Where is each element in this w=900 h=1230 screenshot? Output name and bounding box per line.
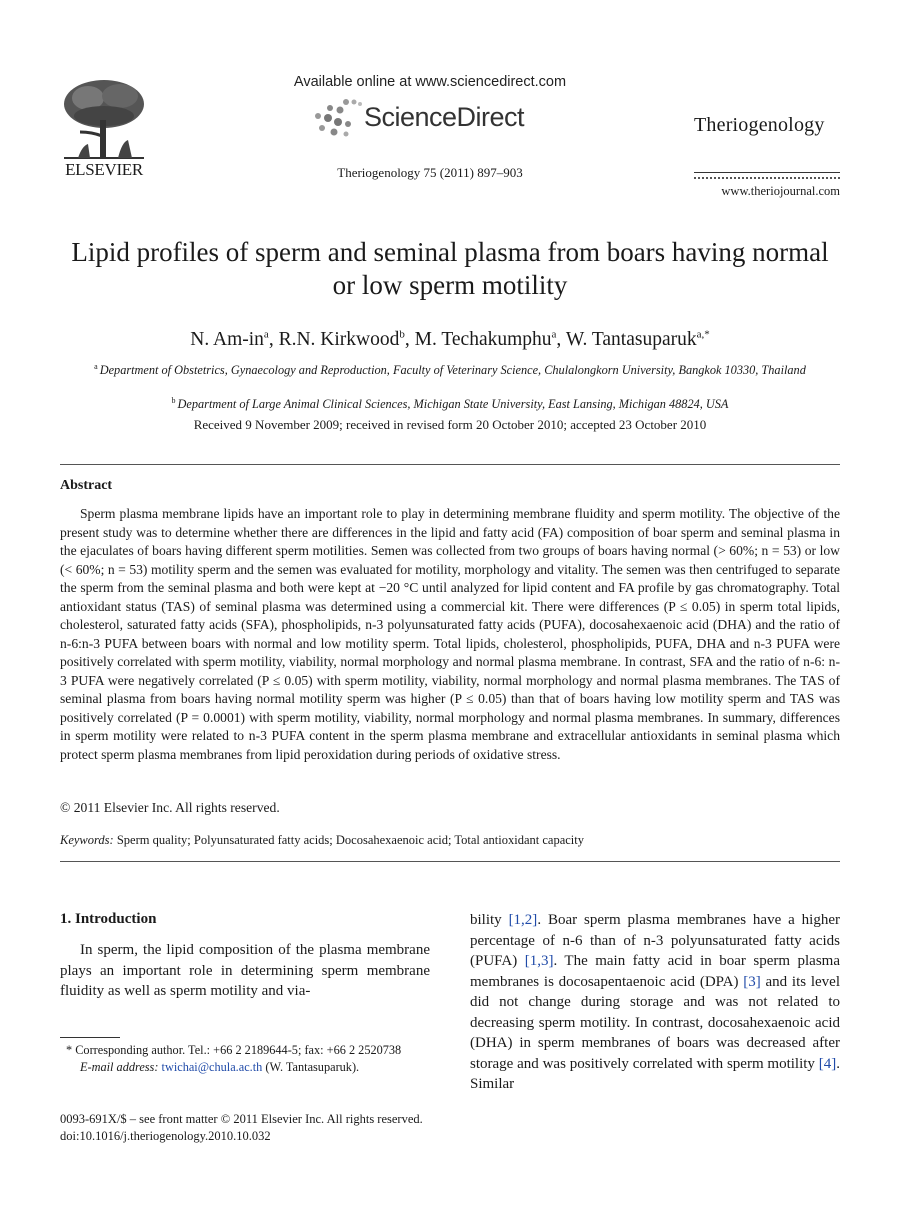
abstract-bottom-rule [60,861,840,862]
sciencedirect-wordmark: ScienceDirect [364,102,525,132]
email-owner: (W. Tantasuparuk). [265,1060,360,1074]
sciencedirect-dots-icon [308,96,364,140]
body-text: . The main fatty acid in boar sperm plasma membranes is docosapentaenoic acid (DPA) [470,953,840,990]
author-affil-mark: a,* [696,328,710,341]
author-name[interactable]: R.N. Kirkwood [278,329,400,350]
keywords-list: Sperm quality; Polyunsaturated fatty acids; Docosahexaenoic acid; Total antioxidant capacity [116,833,584,847]
citation-link[interactable]: [1,2] [508,912,538,928]
journal-url-link[interactable]: www.theriojournal.com [721,184,840,198]
abstract-body: Sperm plasma membrane lipids have an important role to play in determining membrane fluidity and sperm motility. The objective of the present study was to determine whether there are differences in the lipid and fatty acid (FA) composition of boar sperm and seminal plasma in the ejaculates of boars having different sperm motilities. Semen was collected from two groups of boars having normal (> 60%; n = 53) or low (< 60%; n = 53) motility sperm and the semen was evaluated for motility, morphology and vitality. The semen was then centrifuged to separate the sperm from the seminal plasma and both were kept at −20 °C until analyzed for lipid content and FA profile by gas chromatography. Total antioxidant status (TAS) of seminal plasma was determined using a commercial kit. There were differences (P ≤ 0.05) in sperm total lipids, cholesterol, saturated fatty acids (SFA), phospholipids, n-3 polyunsaturated fatty acids (PUFA), docosahexaenoic acid (DHA) and the ratio of n-6:n-3 PUFA between boars with normal and low motility sperm. Total lipids, cholesterol, phospholipids, PUFA, DHA and n-3 PUFA were positively correlated with sperm motility, viability, normal morphology and normal plasma membrane. In contrast, SFA and the ratio of n-6: n-3 PUFA were negatively correlated (P ≤ 0.05) with sperm motility, viability, normal morphology and normal plasma membranes. The TAS of seminal plasma from boars having normal motility sperm was higher (P ≤ 0.05) than that of boars having low motility sperm and TAS was positively correlated (P = 0.0001) with sperm motility, viability, normal morphology and normal plasma membranes. In summary, differences in sperm motility were related to n-3 PUFA content in the sperm plasma membrane and extracellular antioxidants in seminal plasma which protect sperm plasma membranes from lipid peroxidation during periods of oxidative stress. [60,506,840,762]
affiliation-b [90,396,810,412]
doi-link[interactable]: doi:10.1016/j.theriogenology.2010.10.032 [60,1129,271,1143]
journal-rule [694,172,840,173]
copyright-notice: © 2011 Elsevier Inc. All rights reserved. [60,800,280,815]
email-link[interactable]: twichai@chula.ac.th [161,1060,263,1074]
elsevier-logo [58,76,150,180]
affiliation-mark: a [94,361,98,371]
citation-link[interactable]: [4] [818,1055,837,1072]
author-name[interactable]: W. Tantasuparuk [565,329,697,350]
corresponding-author-footnote [60,1042,430,1076]
intro-left-column: In sperm, the lipid composition of the plasma membrane plays an important role in determining sperm membrane fluidity as well as sperm motility and via- [60,942,430,999]
keywords [60,833,840,848]
author-affil-mark: b [399,328,405,341]
sciencedirect-logo [308,96,568,140]
body-text: bility [470,912,509,928]
section-heading-introduction: 1. Introduction [60,911,157,927]
citation-link[interactable]: [1,3] [524,953,554,969]
affiliation-a [90,362,810,378]
available-online-text: Available online at www.sciencedirect.com [293,74,567,90]
affiliation-text: Department of Large Animal Clinical Sciences, Michigan State University, East Lansing, Michigan 48824, USA [177,397,729,411]
intro-right-column [470,910,840,1095]
author-name[interactable]: M. Techakumphu [414,329,552,350]
author-affil-mark: a [551,328,557,341]
article-title: Lipid profiles of sperm and seminal plasma from boars having normal or low sperm motility [71,237,829,300]
body-text: and its level did not change during storage and was not related to decreasing sperm motility. In contrast, docosahexaenoic acid (DHA) in sperm membranes of boars was decreased after storage and was positively correlated with sperm motility [470,973,841,1072]
author-affil-mark: a [263,328,269,341]
body-text: . Boar sperm plasma membranes have a higher percentage of n-6 than of n-3 polyunsaturated fatty acids (PUFA) [470,912,840,969]
corresponding-author-text: * Corresponding author. Tel.: +66 2 2189644-5; fax: +66 2 2520738 [66,1043,402,1057]
footnote-rule [60,1037,120,1038]
issn-doi-block [60,1111,480,1145]
journal-citation: Theriogenology 75 (2011) 897–903 [337,165,523,180]
keywords-label: Keywords: [60,833,114,847]
email-label: E-mail address: [80,1060,159,1074]
abstract-top-rule [60,464,840,465]
publisher-name: ELSEVIER [65,160,143,179]
author-name[interactable]: N. Am-in [190,329,264,350]
received-dates: Received 9 November 2009; received in revised form 20 October 2010; accepted 23 October 2010 [193,417,707,432]
affiliation-mark: b [171,395,176,405]
journal-dotted-rule [694,177,840,179]
abstract-heading: Abstract [60,478,113,493]
body-text: . Similar [470,1055,840,1092]
affiliation-text: Department of Obstetrics, Gynaecology and Reproduction, Faculty of Veterinary Science, Chulalongkorn University, Bangkok 10330, Thailand [99,363,806,377]
journal-name: Theriogenology [694,114,825,136]
citation-link[interactable]: [3] [743,973,761,990]
author-list: N. $Am-in^a$, R.N. Kirkwood$^b$, M. Techakumphu$^a$, W. Tantasuparuk$^{a,*}$ [190,328,710,350]
issn-line: 0093-691X/$ – see front matter © 2011 Elsevier Inc. All rights reserved. [60,1112,423,1126]
